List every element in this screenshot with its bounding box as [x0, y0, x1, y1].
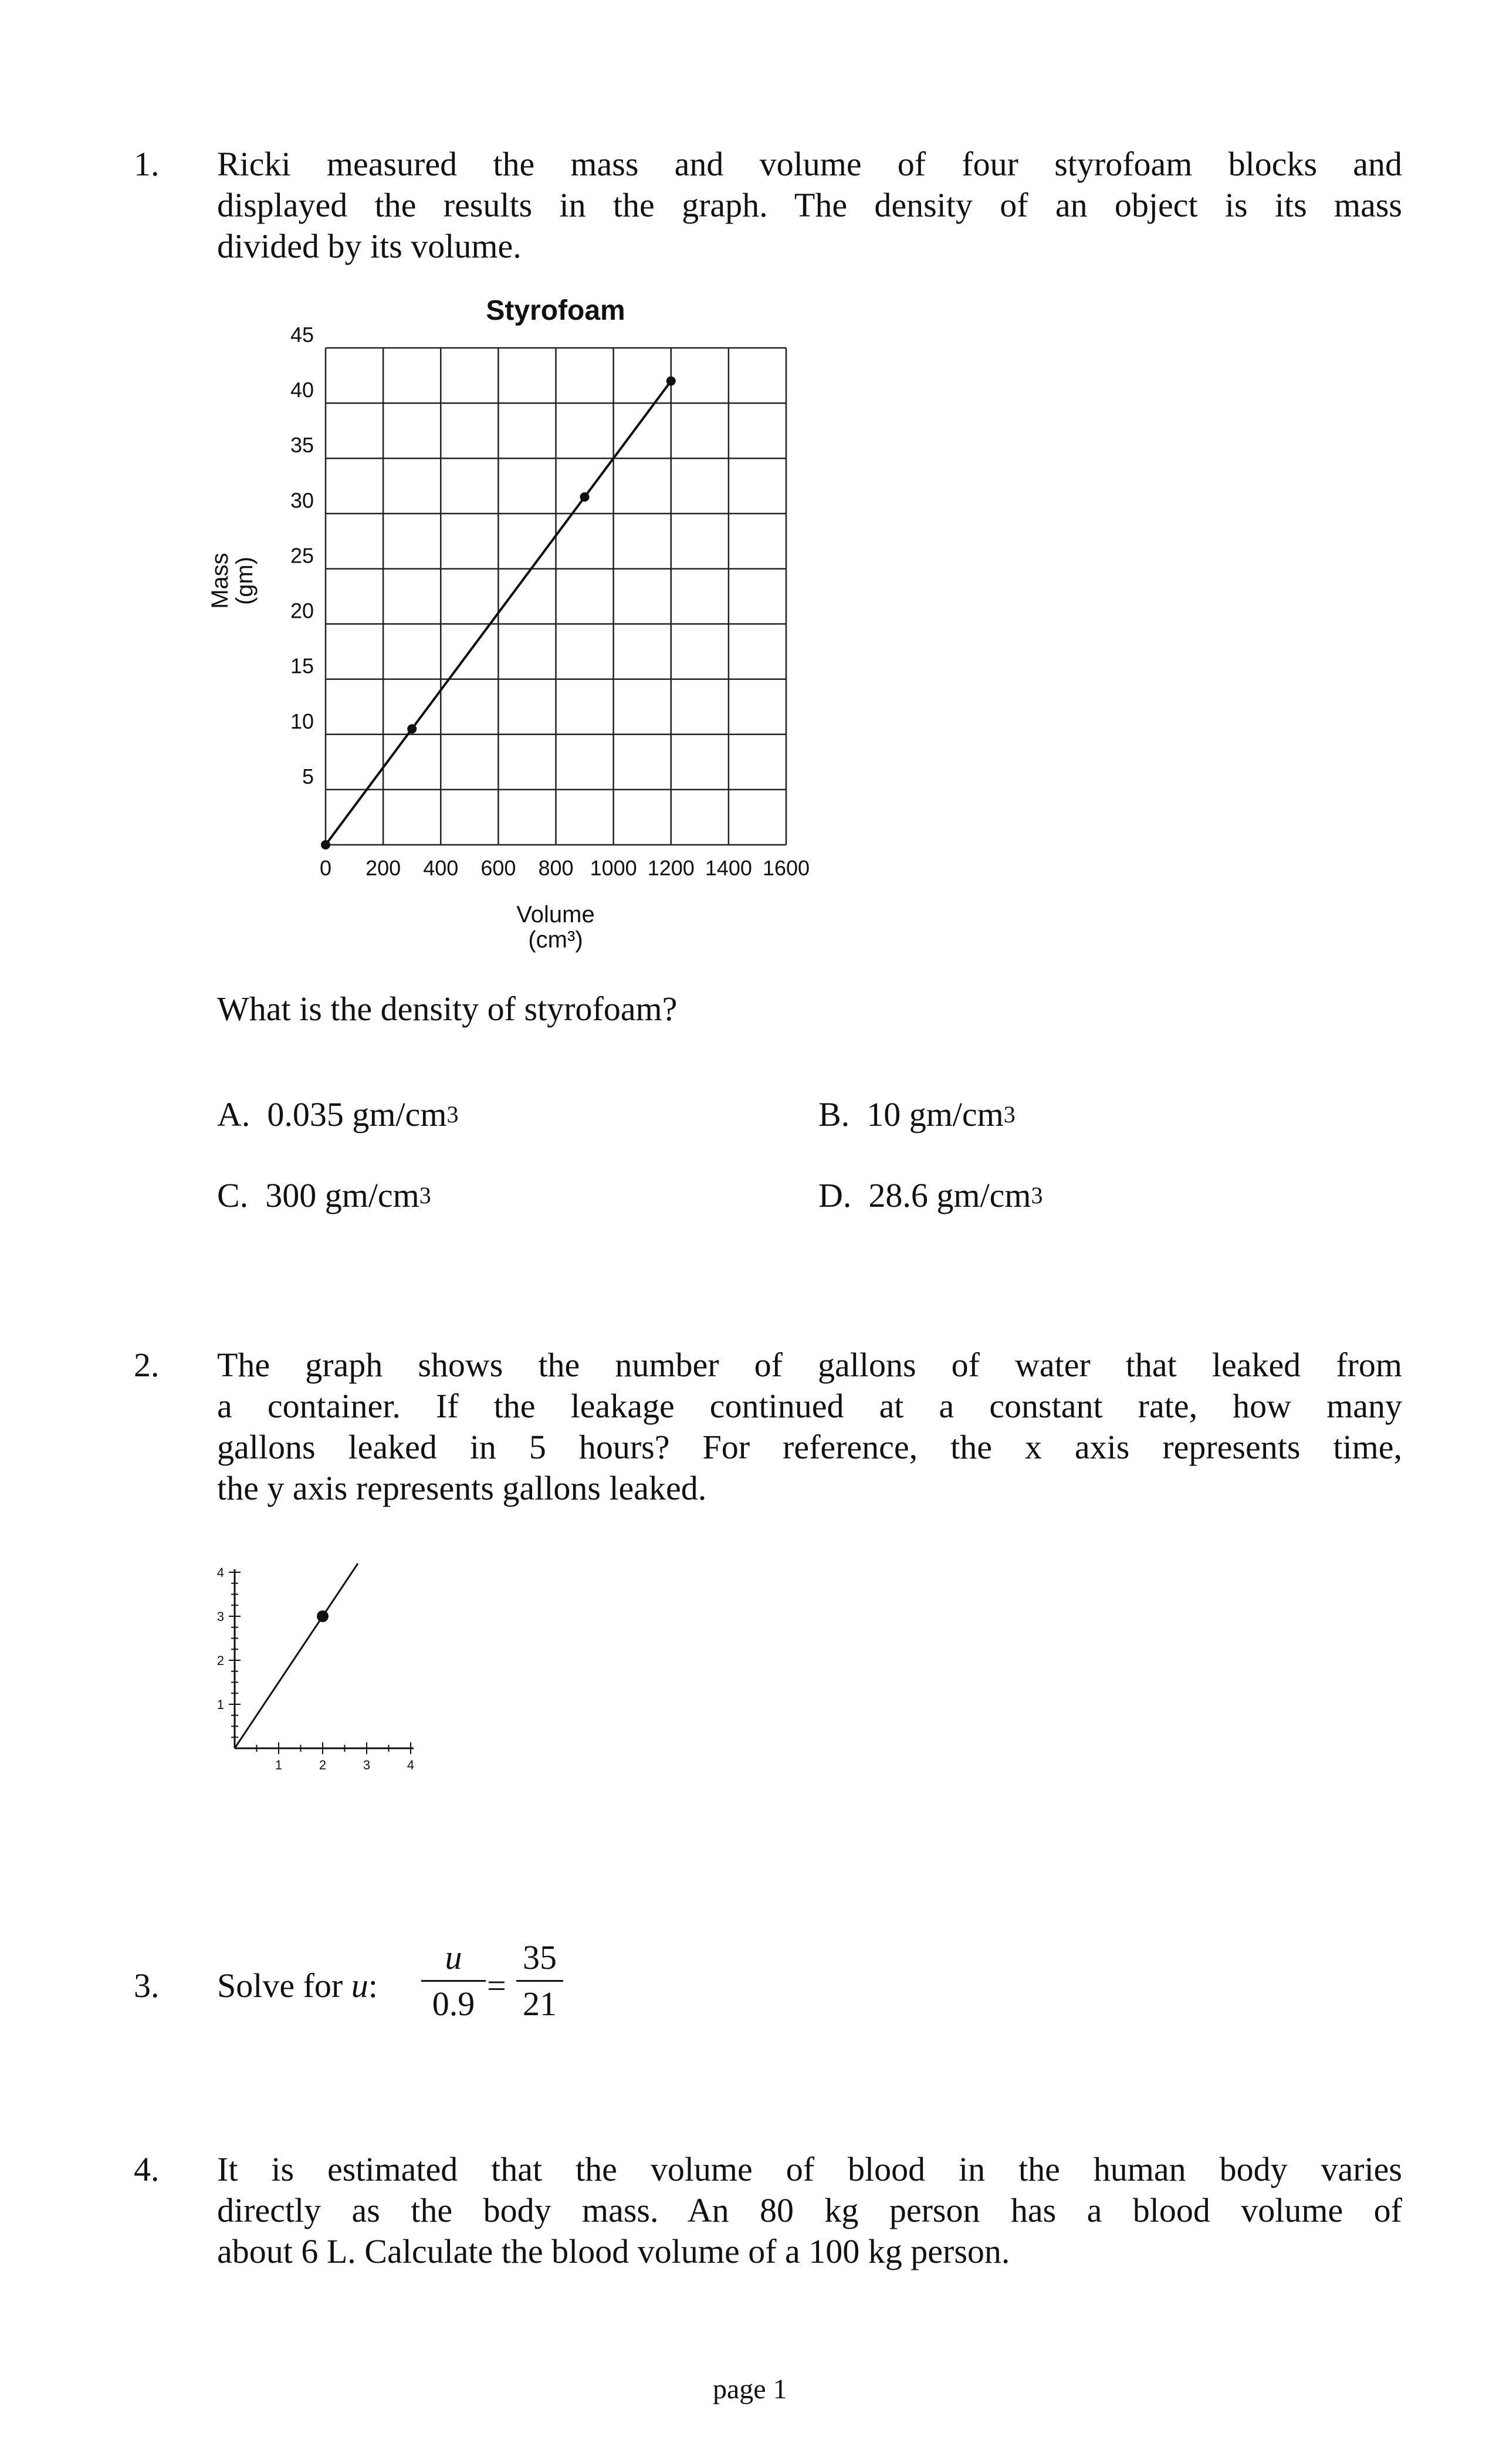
- question-text-1: [217, 144, 1402, 267]
- question-number-2: 2.: [134, 1346, 160, 1384]
- choice-c-value: 300 gm/cm: [265, 1176, 419, 1214]
- y-tick-label: 5: [302, 764, 314, 788]
- equals-sign: =: [487, 1967, 506, 2005]
- x-tick-label: 1600: [762, 856, 810, 880]
- choice-c-exponent: 3: [419, 1182, 431, 1209]
- left-fraction-bar: [421, 1980, 486, 1982]
- data-point: [666, 376, 676, 385]
- choice-a-exponent: 3: [446, 1101, 459, 1128]
- solve-variable: u: [351, 1967, 368, 2005]
- choice-a-letter: A.: [217, 1095, 251, 1133]
- y-tick-labels: [290, 323, 314, 788]
- y-tick-label: 15: [290, 654, 314, 678]
- x-tick-label: 1: [275, 1758, 283, 1772]
- x-tick-label: 800: [538, 856, 574, 880]
- styrofoam-chart: [194, 287, 833, 968]
- chart-grid: [326, 348, 786, 845]
- right-denominator: 21: [523, 1985, 557, 2023]
- x-tick-labels: [275, 1758, 414, 1772]
- choice-d-value: 28.6 gm/cm: [868, 1176, 1031, 1214]
- y-tick-label: 20: [290, 598, 314, 623]
- equation-right-fraction: [516, 1939, 563, 2023]
- question-4-line-3: about 6 L. Calculate the blood volume of a 100 kg person.: [217, 2232, 1010, 2270]
- choice-d-exponent: 3: [1031, 1182, 1043, 1209]
- question-text-4: [217, 2149, 1402, 2272]
- x-tick-label: 1400: [705, 856, 752, 880]
- data-point: [321, 840, 330, 849]
- x-tick-label: 4: [407, 1758, 415, 1772]
- choice-c-letter: C.: [217, 1176, 249, 1214]
- equation-left-fraction: [421, 1939, 486, 2023]
- data-point: [317, 1610, 329, 1622]
- data-point: [407, 724, 417, 733]
- right-numerator: 35: [523, 1938, 557, 1976]
- question-text-3: [217, 1965, 417, 2006]
- question-2-line-3: gallons leaked in 5 hours? For reference, the x axis represents time,: [217, 1428, 1402, 1466]
- x-tick-label: 400: [423, 856, 459, 880]
- y-axis-unit: (gm): [232, 556, 258, 605]
- x-tick-label: 1000: [590, 856, 637, 880]
- y-axis-label: Mass: [207, 553, 233, 609]
- x-axis-label: Volume: [516, 902, 595, 928]
- question-4-line-1: It is estimated that the volume of blood in the human body varies: [217, 2150, 1402, 2188]
- question-1-line-2: displayed the results in the graph. The density of an object is its mass: [217, 186, 1402, 224]
- data-line: [235, 1563, 358, 1748]
- question-2-line-4: the y axis represents gallons leaked.: [217, 1469, 707, 1507]
- question-number-3: 3.: [134, 1967, 160, 2005]
- choice-a[interactable]: [217, 1094, 458, 1139]
- question-number-4: 4.: [134, 2150, 160, 2188]
- x-tick-label: 0: [319, 856, 332, 880]
- chart-axes: [229, 1569, 414, 1754]
- y-tick-label: 35: [290, 433, 314, 458]
- question-1-line-3: divided by its volume.: [217, 227, 522, 265]
- chart-series: [235, 1563, 358, 1748]
- y-tick-label: 45: [290, 323, 314, 347]
- question-4-line-2: directly as the body mass. An 80 kg person has a blood volume of: [217, 2191, 1402, 2229]
- question-text-2: [217, 1345, 1402, 1509]
- chart-title: Styrofoam: [486, 295, 625, 326]
- choice-b-letter: B.: [818, 1095, 850, 1133]
- leak-chart: [199, 1543, 434, 1778]
- choice-d-letter: D.: [818, 1176, 852, 1214]
- page-number: page 1: [713, 2374, 787, 2405]
- x-tick-label: 600: [480, 856, 516, 880]
- x-tick-labels: [320, 856, 810, 880]
- question-number-1: 1.: [134, 145, 160, 183]
- y-tick-label: 2: [216, 1653, 224, 1668]
- y-tick-label: 10: [290, 709, 314, 733]
- y-tick-label: 30: [290, 488, 314, 513]
- choice-d[interactable]: [818, 1175, 1043, 1220]
- x-tick-label: 1200: [647, 856, 695, 880]
- y-tick-labels: [217, 1565, 224, 1712]
- right-fraction-bar: [516, 1980, 563, 1982]
- left-denominator: 0.9: [432, 1985, 475, 2023]
- choice-a-value: 0.035 gm/cm: [267, 1095, 447, 1133]
- data-point: [580, 492, 590, 502]
- x-tick-label: 2: [319, 1758, 327, 1772]
- x-axis-unit: (cm³): [528, 927, 583, 953]
- question-2-line-2: a container. If the leakage continued at a constant rate, how many: [217, 1387, 1402, 1425]
- choice-b-value: 10 gm/cm: [867, 1095, 1004, 1133]
- x-tick-label: 200: [365, 856, 401, 880]
- y-tick-label: 25: [290, 543, 314, 568]
- y-tick-label: 1: [216, 1697, 224, 1712]
- left-numerator: u: [445, 1938, 462, 1976]
- question-2-line-1: The graph shows the number of gallons of water that leaked from: [217, 1346, 1402, 1384]
- choice-c[interactable]: [217, 1175, 431, 1220]
- question-1-prompt: What is the density of styrofoam?: [217, 990, 678, 1028]
- y-tick-label: 4: [216, 1565, 224, 1580]
- y-tick-label: 40: [290, 378, 314, 402]
- y-tick-label: 3: [216, 1609, 224, 1624]
- x-tick-label: 3: [363, 1758, 371, 1772]
- choice-b-exponent: 3: [1003, 1101, 1016, 1128]
- solve-colon: :: [368, 1967, 378, 2005]
- solve-lead: Solve for: [217, 1967, 351, 2005]
- question-1-line-1: Ricki measured the mass and volume of four styrofoam blocks and: [217, 145, 1402, 183]
- choice-b[interactable]: [818, 1094, 1016, 1139]
